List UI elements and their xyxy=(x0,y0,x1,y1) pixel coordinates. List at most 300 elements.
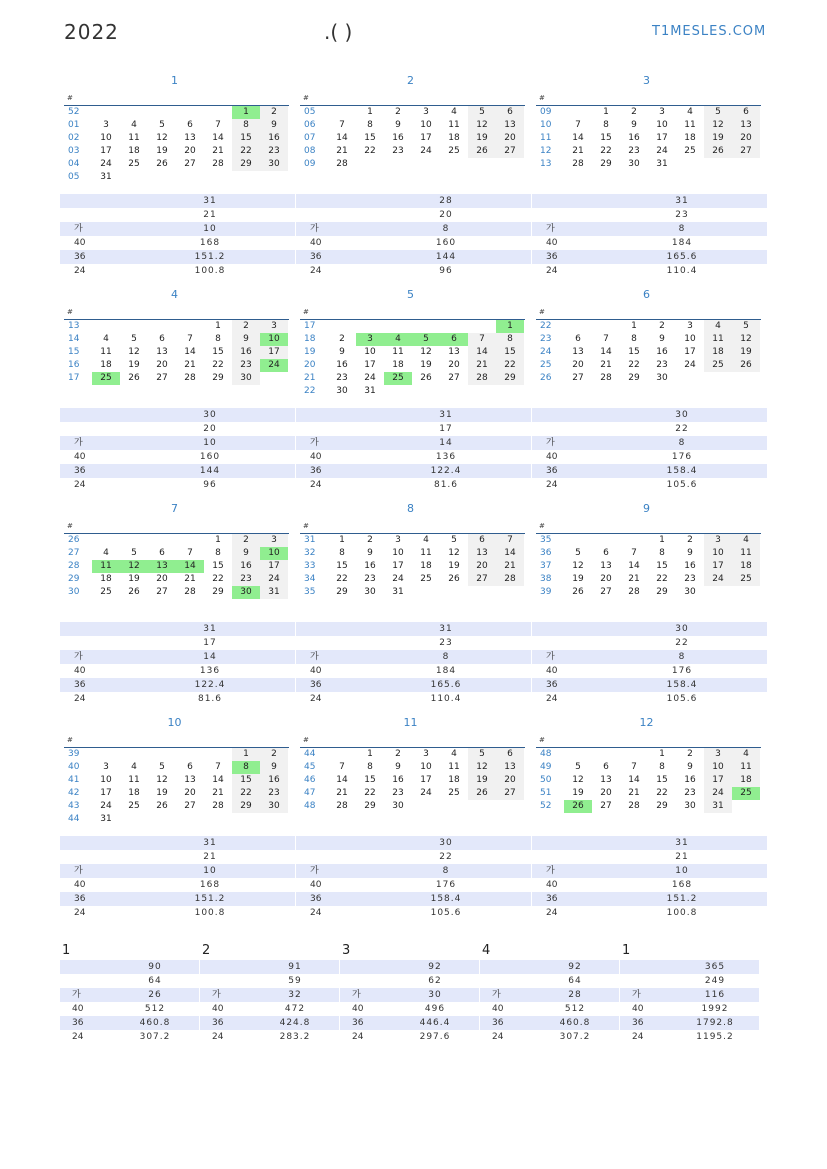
day-cell[interactable]: 24 xyxy=(704,787,732,800)
day-cell[interactable]: 17 xyxy=(704,560,732,573)
day-cell[interactable]: 27 xyxy=(184,159,196,169)
day-cell[interactable]: 31 xyxy=(260,586,288,599)
day-cell[interactable]: 18 xyxy=(704,346,732,359)
day-cell[interactable]: 7 xyxy=(187,548,193,558)
day-cell[interactable]: 15 xyxy=(212,347,224,357)
day-cell[interactable]: 20 xyxy=(572,360,584,370)
day-cell[interactable] xyxy=(412,320,440,333)
day-cell[interactable] xyxy=(676,372,704,385)
day-cell[interactable]: 6 xyxy=(603,762,609,772)
day-cell[interactable]: 5 xyxy=(732,320,760,333)
day-cell[interactable] xyxy=(120,748,148,761)
day-cell[interactable]: 16 xyxy=(232,560,260,573)
day-cell[interactable]: 28 xyxy=(628,801,640,811)
day-cell[interactable]: 5 xyxy=(159,120,165,130)
day-cell[interactable]: 9 xyxy=(260,761,288,774)
day-cell[interactable] xyxy=(732,158,760,171)
day-cell[interactable]: 6 xyxy=(575,334,581,344)
day-cell[interactable]: 28 xyxy=(336,159,348,169)
day-cell[interactable]: 24 xyxy=(260,573,288,586)
day-cell[interactable]: 21 xyxy=(628,574,640,584)
day-cell[interactable]: 10 xyxy=(100,133,112,143)
day-cell[interactable]: 24 xyxy=(100,801,112,811)
day-cell[interactable]: 7 xyxy=(631,548,637,558)
day-cell[interactable]: 28 xyxy=(572,159,584,169)
day-cell[interactable]: 15 xyxy=(232,774,260,787)
day-cell[interactable]: 14 xyxy=(212,775,224,785)
day-cell[interactable]: 9 xyxy=(232,333,260,346)
day-cell[interactable]: 8 xyxy=(215,548,221,558)
day-cell[interactable] xyxy=(704,586,732,599)
day-cell[interactable] xyxy=(232,813,260,826)
brand-link[interactable]: T1MESLES.COM xyxy=(652,24,767,39)
day-cell[interactable] xyxy=(148,106,176,119)
day-cell[interactable] xyxy=(496,800,524,813)
day-cell[interactable]: 23 xyxy=(392,146,404,156)
day-cell[interactable] xyxy=(176,106,204,119)
day-cell[interactable]: 24 xyxy=(364,373,376,383)
day-cell[interactable]: 15 xyxy=(628,347,640,357)
day-cell[interactable]: 2 xyxy=(367,535,373,545)
day-cell[interactable]: 22 xyxy=(364,146,376,156)
day-cell[interactable]: 5 xyxy=(131,548,137,558)
day-cell[interactable]: 19 xyxy=(128,574,140,584)
day-cell[interactable]: 20 xyxy=(184,788,196,798)
day-cell[interactable]: 23 xyxy=(684,574,696,584)
day-cell[interactable]: 11 xyxy=(704,333,732,346)
day-cell[interactable]: 12 xyxy=(156,133,168,143)
day-cell[interactable]: 26 xyxy=(448,574,460,584)
day-cell[interactable]: 10 xyxy=(420,120,432,130)
day-cell[interactable]: 23 xyxy=(392,788,404,798)
day-cell[interactable]: 12 xyxy=(732,333,760,346)
day-cell[interactable]: 27 xyxy=(156,373,168,383)
day-cell[interactable]: 19 xyxy=(732,346,760,359)
day-cell[interactable]: 30 xyxy=(684,587,696,597)
day-cell[interactable] xyxy=(440,385,468,398)
day-cell[interactable] xyxy=(704,158,732,171)
day-cell[interactable]: 15 xyxy=(656,775,668,785)
day-cell[interactable]: 2 xyxy=(395,107,401,117)
day-cell[interactable]: 2 xyxy=(260,106,288,119)
day-cell[interactable]: 12 xyxy=(468,119,496,132)
day-cell[interactable]: 12 xyxy=(704,119,732,132)
day-cell[interactable]: 19 xyxy=(572,788,584,798)
day-cell[interactable] xyxy=(148,748,176,761)
day-cell[interactable]: 1 xyxy=(659,535,665,545)
day-cell[interactable]: 5 xyxy=(412,333,440,346)
day-cell[interactable]: 11 xyxy=(448,762,460,772)
day-cell[interactable]: 4 xyxy=(131,120,137,130)
day-cell[interactable]: 14 xyxy=(496,547,524,560)
day-cell[interactable]: 16 xyxy=(232,346,260,359)
day-cell[interactable]: 27 xyxy=(572,373,584,383)
day-cell[interactable]: 11 xyxy=(684,120,696,130)
day-cell[interactable]: 20 xyxy=(496,132,524,145)
day-cell[interactable]: 23 xyxy=(684,788,696,798)
day-cell[interactable]: 8 xyxy=(659,762,665,772)
day-cell[interactable]: 9 xyxy=(395,762,401,772)
day-cell[interactable]: 15 xyxy=(364,133,376,143)
day-cell[interactable]: 17 xyxy=(420,775,432,785)
day-cell[interactable]: 5 xyxy=(575,548,581,558)
day-cell[interactable]: 20 xyxy=(468,560,496,573)
day-cell[interactable]: 19 xyxy=(420,360,432,370)
day-cell[interactable]: 20 xyxy=(732,132,760,145)
day-cell[interactable]: 24 xyxy=(100,159,112,169)
day-cell[interactable]: 25 xyxy=(684,146,696,156)
day-cell[interactable]: 29 xyxy=(212,587,224,597)
day-cell[interactable]: 30 xyxy=(628,159,640,169)
day-cell[interactable] xyxy=(704,372,732,385)
day-cell[interactable]: 27 xyxy=(732,145,760,158)
day-cell[interactable]: 6 xyxy=(187,120,193,130)
day-cell[interactable]: 13 xyxy=(496,761,524,774)
day-cell[interactable]: 25 xyxy=(448,788,460,798)
day-cell[interactable]: 15 xyxy=(364,775,376,785)
day-cell[interactable]: 27 xyxy=(496,787,524,800)
day-cell[interactable] xyxy=(176,748,204,761)
day-cell[interactable]: 29 xyxy=(628,373,640,383)
day-cell[interactable] xyxy=(204,748,232,761)
day-cell[interactable]: 13 xyxy=(184,133,196,143)
day-cell[interactable]: 6 xyxy=(468,534,496,547)
day-cell[interactable]: 3 xyxy=(659,107,665,117)
day-cell[interactable]: 13 xyxy=(148,560,176,573)
day-cell[interactable] xyxy=(676,158,704,171)
day-cell[interactable]: 18 xyxy=(420,561,432,571)
day-cell[interactable]: 24 xyxy=(260,359,288,372)
day-cell[interactable]: 22 xyxy=(656,788,668,798)
day-cell[interactable]: 30 xyxy=(336,386,348,396)
day-cell[interactable]: 26 xyxy=(704,145,732,158)
day-cell[interactable]: 19 xyxy=(572,574,584,584)
day-cell[interactable]: 16 xyxy=(364,561,376,571)
day-cell[interactable]: 30 xyxy=(656,373,668,383)
day-cell[interactable]: 3 xyxy=(423,107,429,117)
day-cell[interactable]: 11 xyxy=(732,761,760,774)
day-cell[interactable]: 19 xyxy=(468,132,496,145)
day-cell[interactable]: 22 xyxy=(232,145,260,158)
day-cell[interactable] xyxy=(92,534,120,547)
day-cell[interactable]: 20 xyxy=(600,574,612,584)
day-cell[interactable]: 3 xyxy=(704,748,732,761)
day-cell[interactable]: 25 xyxy=(128,159,140,169)
day-cell[interactable]: 8 xyxy=(367,762,373,772)
day-cell[interactable]: 14 xyxy=(600,347,612,357)
day-cell[interactable]: 7 xyxy=(187,334,193,344)
day-cell[interactable] xyxy=(176,171,204,184)
day-cell[interactable]: 1 xyxy=(232,748,260,761)
day-cell[interactable]: 3 xyxy=(423,749,429,759)
day-cell[interactable]: 15 xyxy=(600,133,612,143)
day-cell[interactable]: 25 xyxy=(384,372,412,385)
day-cell[interactable] xyxy=(564,534,592,547)
day-cell[interactable]: 26 xyxy=(572,587,584,597)
day-cell[interactable]: 22 xyxy=(336,574,348,584)
day-cell[interactable] xyxy=(356,158,384,171)
day-cell[interactable]: 9 xyxy=(367,548,373,558)
day-cell[interactable]: 26 xyxy=(468,787,496,800)
day-cell[interactable]: 10 xyxy=(684,334,696,344)
day-cell[interactable]: 29 xyxy=(600,159,612,169)
day-cell[interactable]: 28 xyxy=(600,373,612,383)
day-cell[interactable]: 4 xyxy=(423,535,429,545)
day-cell[interactable]: 31 xyxy=(100,172,112,182)
day-cell[interactable]: 10 xyxy=(260,333,288,346)
day-cell[interactable] xyxy=(564,748,592,761)
day-cell[interactable] xyxy=(468,158,496,171)
day-cell[interactable]: 19 xyxy=(448,561,460,571)
day-cell[interactable]: 30 xyxy=(684,801,696,811)
day-cell[interactable]: 14 xyxy=(628,775,640,785)
day-cell[interactable]: 30 xyxy=(392,801,404,811)
day-cell[interactable]: 25 xyxy=(732,787,760,800)
day-cell[interactable] xyxy=(412,586,440,599)
day-cell[interactable]: 16 xyxy=(684,775,696,785)
day-cell[interactable] xyxy=(328,106,356,119)
day-cell[interactable]: 6 xyxy=(603,548,609,558)
day-cell[interactable]: 30 xyxy=(232,372,260,385)
day-cell[interactable] xyxy=(384,158,412,171)
day-cell[interactable] xyxy=(440,800,468,813)
day-cell[interactable]: 25 xyxy=(100,587,112,597)
day-cell[interactable]: 4 xyxy=(704,320,732,333)
day-cell[interactable] xyxy=(620,748,648,761)
day-cell[interactable]: 22 xyxy=(212,574,224,584)
day-cell[interactable]: 8 xyxy=(232,119,260,132)
day-cell[interactable]: 27 xyxy=(600,587,612,597)
day-cell[interactable]: 21 xyxy=(628,788,640,798)
day-cell[interactable] xyxy=(592,534,620,547)
day-cell[interactable]: 2 xyxy=(232,320,260,333)
day-cell[interactable]: 18 xyxy=(732,560,760,573)
day-cell[interactable]: 28 xyxy=(628,587,640,597)
day-cell[interactable]: 10 xyxy=(420,762,432,772)
day-cell[interactable]: 16 xyxy=(392,133,404,143)
day-cell[interactable]: 17 xyxy=(364,360,376,370)
day-cell[interactable]: 3 xyxy=(395,535,401,545)
day-cell[interactable]: 3 xyxy=(260,534,288,547)
day-cell[interactable]: 17 xyxy=(100,146,112,156)
day-cell[interactable] xyxy=(564,106,592,119)
day-cell[interactable]: 12 xyxy=(156,775,168,785)
day-cell[interactable]: 3 xyxy=(704,534,732,547)
day-cell[interactable]: 21 xyxy=(600,360,612,370)
day-cell[interactable]: 7 xyxy=(603,334,609,344)
day-cell[interactable] xyxy=(468,586,496,599)
day-cell[interactable]: 28 xyxy=(212,801,224,811)
day-cell[interactable]: 22 xyxy=(364,788,376,798)
day-cell[interactable] xyxy=(176,534,204,547)
day-cell[interactable]: 14 xyxy=(628,561,640,571)
day-cell[interactable]: 30 xyxy=(232,586,260,599)
day-cell[interactable]: 26 xyxy=(156,159,168,169)
day-cell[interactable]: 24 xyxy=(656,146,668,156)
day-cell[interactable]: 26 xyxy=(564,800,592,813)
day-cell[interactable]: 25 xyxy=(448,146,460,156)
day-cell[interactable]: 19 xyxy=(468,774,496,787)
day-cell[interactable]: 20 xyxy=(448,360,460,370)
day-cell[interactable] xyxy=(468,800,496,813)
day-cell[interactable]: 9 xyxy=(687,762,693,772)
day-cell[interactable]: 9 xyxy=(232,547,260,560)
day-cell[interactable]: 7 xyxy=(468,333,496,346)
day-cell[interactable]: 11 xyxy=(448,120,460,130)
day-cell[interactable]: 14 xyxy=(468,346,496,359)
day-cell[interactable]: 12 xyxy=(468,761,496,774)
day-cell[interactable]: 4 xyxy=(103,548,109,558)
day-cell[interactable]: 22 xyxy=(212,360,224,370)
day-cell[interactable]: 9 xyxy=(260,119,288,132)
day-cell[interactable]: 1 xyxy=(659,749,665,759)
day-cell[interactable]: 24 xyxy=(684,360,696,370)
day-cell[interactable]: 24 xyxy=(420,788,432,798)
day-cell[interactable]: 1 xyxy=(496,320,524,333)
day-cell[interactable]: 10 xyxy=(364,347,376,357)
day-cell[interactable]: 19 xyxy=(704,132,732,145)
day-cell[interactable]: 1 xyxy=(215,321,221,331)
day-cell[interactable]: 17 xyxy=(420,133,432,143)
day-cell[interactable]: 21 xyxy=(468,359,496,372)
day-cell[interactable] xyxy=(260,372,288,385)
day-cell[interactable]: 7 xyxy=(339,762,345,772)
day-cell[interactable] xyxy=(148,171,176,184)
day-cell[interactable] xyxy=(120,106,148,119)
day-cell[interactable]: 31 xyxy=(392,587,404,597)
day-cell[interactable]: 12 xyxy=(420,347,432,357)
day-cell[interactable]: 1 xyxy=(367,107,373,117)
day-cell[interactable]: 8 xyxy=(631,334,637,344)
day-cell[interactable] xyxy=(260,171,288,184)
day-cell[interactable]: 6 xyxy=(159,548,165,558)
day-cell[interactable]: 6 xyxy=(496,748,524,761)
day-cell[interactable]: 5 xyxy=(131,334,137,344)
day-cell[interactable] xyxy=(328,748,356,761)
day-cell[interactable] xyxy=(496,158,524,171)
day-cell[interactable]: 28 xyxy=(468,372,496,385)
day-cell[interactable]: 29 xyxy=(656,587,668,597)
day-cell[interactable] xyxy=(204,171,232,184)
day-cell[interactable]: 21 xyxy=(184,574,196,584)
day-cell[interactable] xyxy=(120,171,148,184)
day-cell[interactable]: 26 xyxy=(732,359,760,372)
day-cell[interactable]: 11 xyxy=(128,775,140,785)
day-cell[interactable]: 4 xyxy=(732,748,760,761)
day-cell[interactable]: 10 xyxy=(704,761,732,774)
day-cell[interactable]: 28 xyxy=(336,801,348,811)
day-cell[interactable]: 27 xyxy=(496,145,524,158)
day-cell[interactable]: 13 xyxy=(600,775,612,785)
day-cell[interactable]: 6 xyxy=(159,334,165,344)
day-cell[interactable]: 6 xyxy=(440,333,468,346)
day-cell[interactable]: 20 xyxy=(156,360,168,370)
day-cell[interactable]: 4 xyxy=(687,107,693,117)
day-cell[interactable]: 30 xyxy=(260,158,288,171)
day-cell[interactable]: 25 xyxy=(92,372,120,385)
day-cell[interactable]: 24 xyxy=(704,573,732,586)
day-cell[interactable]: 29 xyxy=(232,158,260,171)
day-cell[interactable]: 13 xyxy=(496,119,524,132)
day-cell[interactable]: 7 xyxy=(631,762,637,772)
day-cell[interactable]: 4 xyxy=(451,749,457,759)
day-cell[interactable]: 22 xyxy=(628,360,640,370)
day-cell[interactable]: 5 xyxy=(704,106,732,119)
day-cell[interactable]: 21 xyxy=(336,146,348,156)
day-cell[interactable]: 16 xyxy=(684,561,696,571)
day-cell[interactable]: 12 xyxy=(572,775,584,785)
day-cell[interactable]: 7 xyxy=(215,762,221,772)
day-cell[interactable]: 22 xyxy=(232,787,260,800)
day-cell[interactable] xyxy=(232,171,260,184)
day-cell[interactable] xyxy=(592,748,620,761)
day-cell[interactable]: 29 xyxy=(232,800,260,813)
day-cell[interactable]: 11 xyxy=(392,347,404,357)
day-cell[interactable]: 18 xyxy=(448,133,460,143)
day-cell[interactable]: 16 xyxy=(392,775,404,785)
day-cell[interactable]: 30 xyxy=(364,587,376,597)
day-cell[interactable]: 31 xyxy=(364,386,376,396)
day-cell[interactable]: 16 xyxy=(260,132,288,145)
day-cell[interactable] xyxy=(148,813,176,826)
day-cell[interactable] xyxy=(732,800,760,813)
day-cell[interactable]: 3 xyxy=(356,333,384,346)
day-cell[interactable]: 23 xyxy=(364,574,376,584)
day-cell[interactable]: 8 xyxy=(367,120,373,130)
day-cell[interactable]: 17 xyxy=(392,561,404,571)
day-cell[interactable]: 13 xyxy=(184,775,196,785)
day-cell[interactable] xyxy=(204,106,232,119)
day-cell[interactable]: 21 xyxy=(572,146,584,156)
day-cell[interactable]: 23 xyxy=(232,359,260,372)
day-cell[interactable] xyxy=(440,320,468,333)
day-cell[interactable]: 2 xyxy=(232,534,260,547)
day-cell[interactable]: 24 xyxy=(392,574,404,584)
day-cell[interactable]: 5 xyxy=(468,748,496,761)
day-cell[interactable]: 11 xyxy=(420,548,432,558)
day-cell[interactable]: 11 xyxy=(128,133,140,143)
day-cell[interactable]: 13 xyxy=(600,561,612,571)
day-cell[interactable]: 25 xyxy=(128,801,140,811)
day-cell[interactable] xyxy=(92,748,120,761)
day-cell[interactable]: 6 xyxy=(732,106,760,119)
day-cell[interactable]: 22 xyxy=(600,146,612,156)
day-cell[interactable]: 26 xyxy=(156,801,168,811)
day-cell[interactable] xyxy=(176,320,204,333)
day-cell[interactable]: 8 xyxy=(496,333,524,346)
day-cell[interactable]: 4 xyxy=(384,333,412,346)
day-cell[interactable]: 3 xyxy=(103,762,109,772)
day-cell[interactable]: 15 xyxy=(496,346,524,359)
day-cell[interactable]: 15 xyxy=(232,132,260,145)
day-cell[interactable]: 27 xyxy=(600,801,612,811)
day-cell[interactable]: 28 xyxy=(212,159,224,169)
day-cell[interactable]: 3 xyxy=(260,320,288,333)
day-cell[interactable]: 27 xyxy=(468,573,496,586)
day-cell[interactable] xyxy=(148,320,176,333)
day-cell[interactable]: 12 xyxy=(448,548,460,558)
day-cell[interactable] xyxy=(732,372,760,385)
day-cell[interactable]: 26 xyxy=(468,145,496,158)
day-cell[interactable]: 2 xyxy=(687,535,693,545)
day-cell[interactable]: 14 xyxy=(184,347,196,357)
day-cell[interactable]: 17 xyxy=(260,560,288,573)
day-cell[interactable]: 29 xyxy=(212,373,224,383)
day-cell[interactable] xyxy=(120,534,148,547)
day-cell[interactable]: 20 xyxy=(496,774,524,787)
day-cell[interactable]: 31 xyxy=(656,159,668,169)
day-cell[interactable] xyxy=(176,813,204,826)
